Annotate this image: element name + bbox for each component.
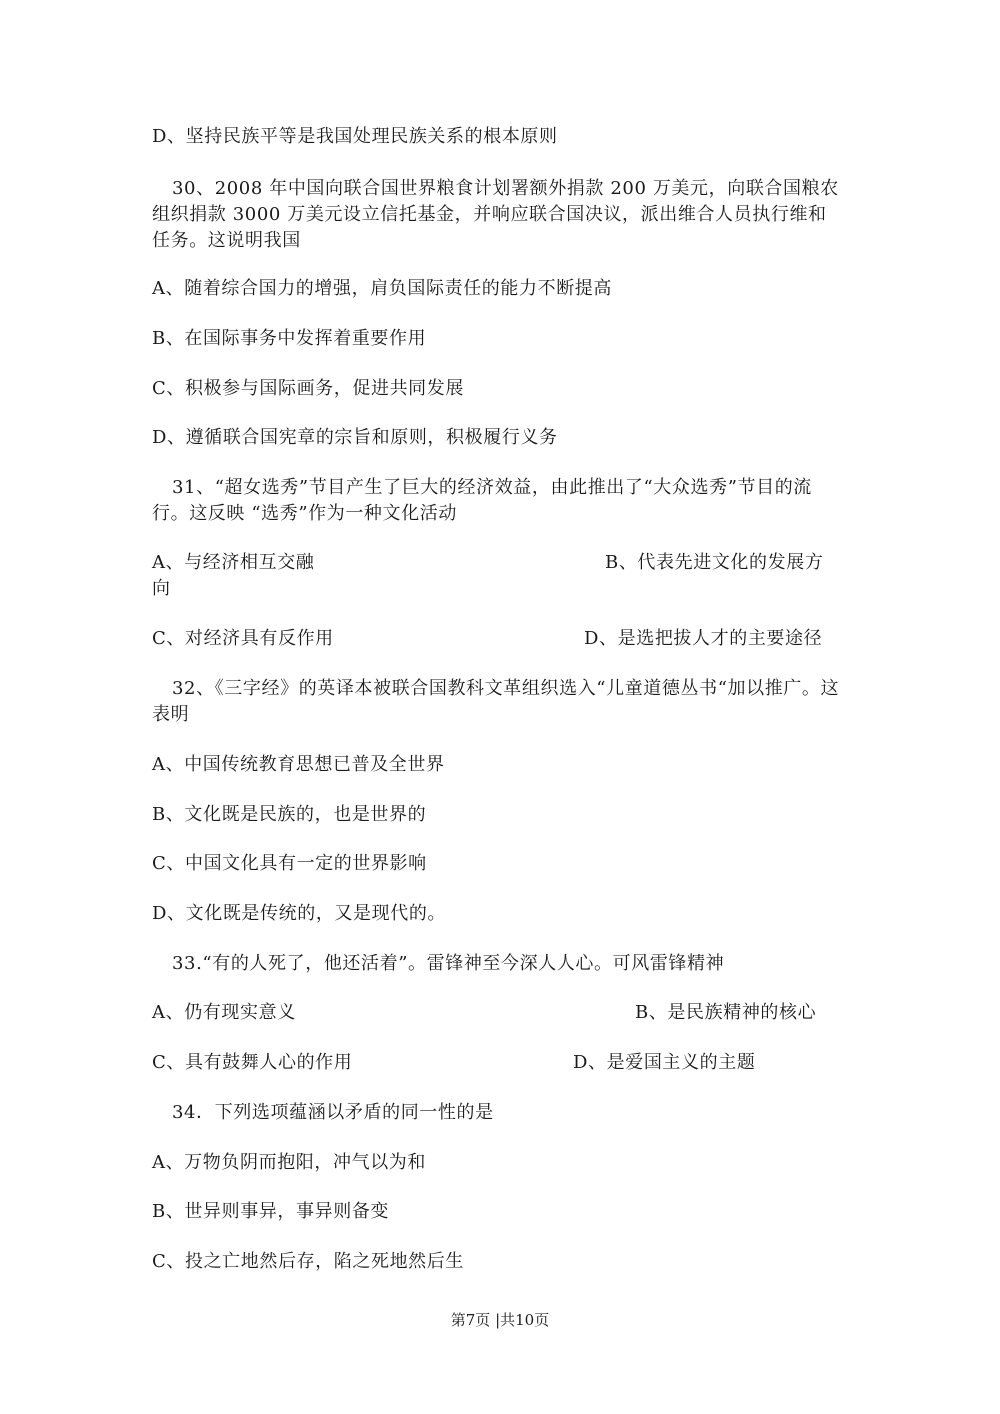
q31-option-a: A、与经济相互交融 <box>152 552 315 573</box>
q33-stem: 33.“有的人死了，他还活着”。雷锋神至今深人人心。可风雷锋精神 <box>172 953 725 974</box>
q33-option-d: D、是爱国主义的主题 <box>573 1052 756 1073</box>
q30-option-c: C、积极参与国际画务，促进共同发展 <box>152 378 464 399</box>
q30-option-b: B、在国际事务中发挥着重要作用 <box>152 328 427 349</box>
q34-stem: 34．下列选项蕴涵以矛盾的同一性的是 <box>172 1102 494 1123</box>
q31-option-d: D、是选把拔人才的主要途径 <box>584 628 823 649</box>
q30-option-d: D、遵循联合国宪章的宗旨和原则，积极履行义务 <box>152 427 558 448</box>
q31-options-row-1 <box>152 550 842 576</box>
q31-option-b: B、代表先进文化的发展方 <box>605 552 824 573</box>
q33-option-c: C、具有鼓舞人心的作用 <box>152 1052 353 1073</box>
q29-option-d: D、坚持民族平等是我国处理民族关系的根本原则 <box>152 126 558 147</box>
q30-option-a: A、随着综合国力的增强，肩负国际责任的能力不断提高 <box>152 278 612 299</box>
q31-option-c: C、对经济具有反作用 <box>152 628 334 649</box>
q31-option-b-continued: 向 <box>152 578 171 599</box>
q33-option-a: A、仍有现实意义 <box>152 1002 296 1023</box>
q33-option-b: B、是民族精神的核心 <box>635 1002 817 1023</box>
q33-options-row-1 <box>152 1000 842 1026</box>
q32-option-a: A、中国传统教育思想已普及全世界 <box>152 754 445 775</box>
q32-option-d: D、文化既是传统的，又是现代的。 <box>152 903 447 924</box>
q34-option-b: B、世异则事异，事异则备变 <box>152 1201 390 1222</box>
q31-options-row-2 <box>152 626 842 652</box>
q33-options-row-2 <box>152 1050 842 1076</box>
q34-option-c: C、投之亡地然后存，陷之死地然后生 <box>152 1251 464 1272</box>
q32-option-c: C、中国文化具有一定的世界影响 <box>152 853 427 874</box>
page-footer: 第7页 |共10页 <box>450 1311 550 1329</box>
q32-stem: 32、《三字经》的英译本被联合国教科文革组织选入“儿童道德丛书“加以推广。这表明 <box>152 678 840 725</box>
q31-stem: 31、“超女选秀”节目产生了巨大的经济效益，由此推出了“大众选秀”节目的流行。这反映 “选秀”作为一种文化活动 <box>152 477 812 524</box>
q32-option-b: B、文化既是民族的，也是世界的 <box>152 804 427 825</box>
q34-option-a: A、万物负阴而抱阳，冲气以为和 <box>152 1152 426 1173</box>
q30-stem: 30、2008 年中国向联合国世界粮食计划署额外捐款 200 万美元，向联合国粮农组织捐款 3000 万美元设立信托基金，并响应联合国决议，派出维合人员执行维和任务。这说明我国 <box>152 178 839 251</box>
